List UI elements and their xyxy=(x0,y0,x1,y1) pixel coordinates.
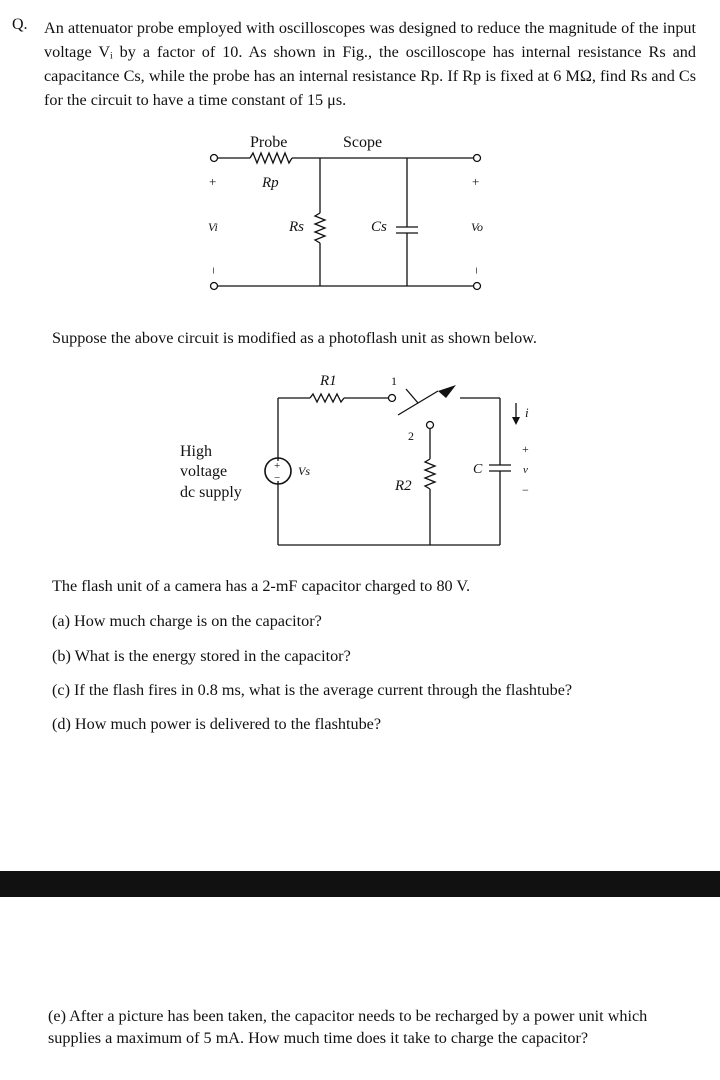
vo-label: Vo xyxy=(471,220,483,234)
v-minus-sign: − xyxy=(522,483,529,497)
vi-minus-sign: − xyxy=(206,267,221,275)
c-label: C xyxy=(473,462,483,477)
probe-label: Probe xyxy=(250,134,288,151)
question-text: An attenuator probe employed with oscilloscopes was designed to reduce the magnitude of the input voltage Vᵢ by a factor of 10. As shown in Fig., the oscilloscope has internal resistance Rs and capacitance Cs, while the probe has an internal resistance Rp. If Rp is fixed at 6 MΩ, find Rs and Cs for the circuit to have a time constant of 15 μs. xyxy=(44,19,696,109)
scope-label: Scope xyxy=(343,134,383,151)
question-part-d: (d) How much power is delivered to the flashtube? xyxy=(52,715,382,733)
transition-text: Suppose the above circuit is modified as a photoflash unit as shown below. xyxy=(52,329,537,347)
r2-label: R2 xyxy=(395,478,412,494)
vi-label: Vi xyxy=(208,220,218,234)
photoflash-circuit-figure xyxy=(170,363,560,553)
cs-label: Cs xyxy=(371,219,387,235)
question-part-a: (a) How much charge is on the capacitor? xyxy=(52,612,322,630)
supply-label-line1: High xyxy=(180,443,212,460)
question-part-c: (c) If the flash fires in 0.8 ms, what is the average current through the flashtube? xyxy=(52,681,573,699)
v-label: v xyxy=(523,464,528,476)
source-minus-sign: − xyxy=(274,472,281,484)
rs-label: Rs xyxy=(289,219,304,235)
source-plus-sign: + xyxy=(274,460,281,472)
supply-label-line2: voltage xyxy=(180,463,228,480)
vo-minus-sign: − xyxy=(469,267,484,275)
vo-plus-sign: + xyxy=(472,174,480,189)
rp-label: Rp xyxy=(262,175,279,191)
attenuator-circuit-figure xyxy=(190,125,510,305)
switch-position-2: 2 xyxy=(408,429,414,443)
question-part-b: (b) What is the energy stored in the capacitor? xyxy=(52,647,351,665)
vi-plus-sign: + xyxy=(209,174,217,189)
switch-position-1: 1 xyxy=(391,374,397,388)
divider-band xyxy=(0,871,720,897)
r1-label: R1 xyxy=(320,373,337,389)
vs-label: Vs xyxy=(298,464,310,478)
flash-intro: The flash unit of a camera has a 2-mF capacitor charged to 80 V. xyxy=(52,577,471,595)
question-label: Q. xyxy=(12,16,28,33)
v-plus-sign: + xyxy=(522,442,529,456)
current-label: i xyxy=(525,405,529,420)
question-part-e: (e) After a picture has been taken, the capacitor needs to be recharged by a power unit which supplies a maximum of 5 mA. How much time does it take to charge the capacitor? xyxy=(48,1007,648,1047)
supply-label-line3: dc supply xyxy=(180,484,242,501)
